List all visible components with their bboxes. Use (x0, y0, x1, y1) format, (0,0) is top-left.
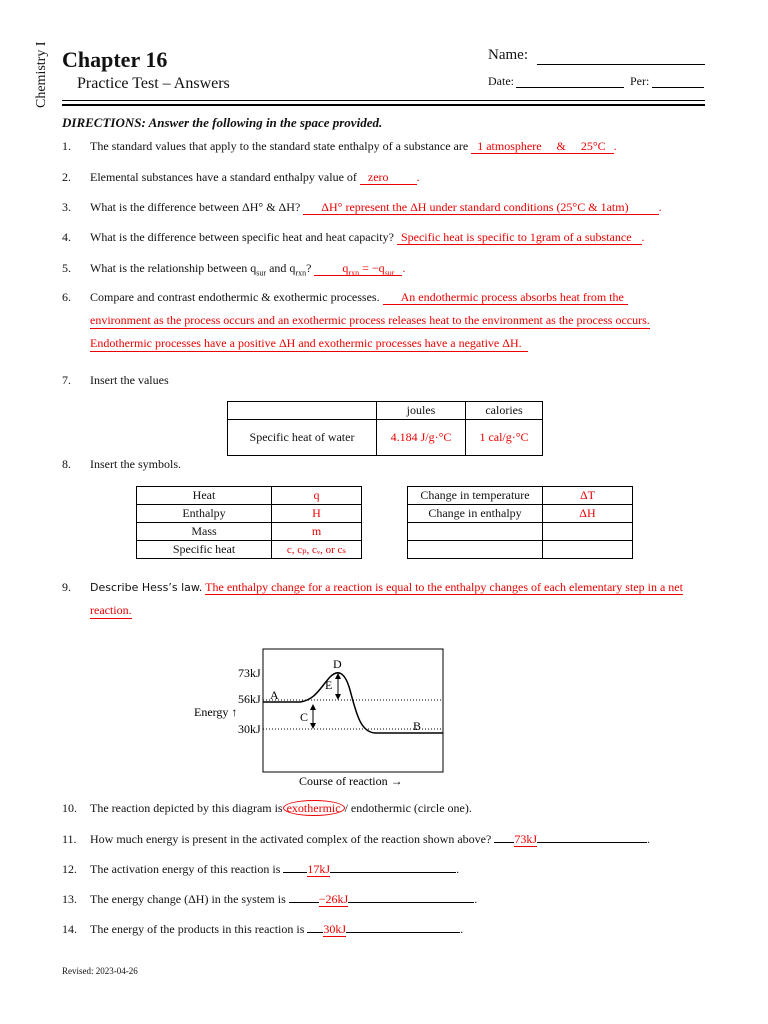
directions: DIRECTIONS: Answer the following in the space provided. (62, 115, 383, 130)
answer-6-line-1[interactable]: An endothermic process absorbs heat from the (383, 290, 628, 305)
period-label: Per: (630, 74, 650, 88)
y-axis-label: Energy ↑ (194, 705, 238, 719)
symbols-table-right: Change in temperature ΔT Change in enthalpy ΔH (407, 486, 633, 559)
page-subtitle: Practice Test – Answers (77, 75, 230, 92)
label-B: B (413, 719, 422, 733)
answer-9-line-2[interactable]: reaction. (90, 603, 132, 617)
answer-6-line-3[interactable]: Endothermic processes have a positive ΔH and exothermic processes have a negative ΔH. (90, 336, 528, 352)
answer-5[interactable]: $q_{rxn} = -q_{sur}$ (314, 261, 402, 276)
name-label: Name: (488, 47, 528, 63)
joules-value[interactable]: 4.184 J/g·°C (377, 420, 466, 456)
side-label: Chemistry I (34, 41, 49, 108)
revision-date: Revised: 2023-04-26 (62, 966, 138, 976)
answer-11[interactable]: 73kJ (514, 832, 537, 846)
specific-heat-table: joules calories Specific heat of water 4.184 J/g·°C 1 cal/g·°C (227, 401, 543, 456)
label-C: C (300, 710, 309, 724)
diagram-frame (263, 649, 443, 772)
answer-4[interactable]: Specific heat is specific to 1gram of a substance (397, 230, 642, 245)
label-D: D (333, 657, 342, 671)
calories-value[interactable]: 1 cal/g·°C (466, 420, 543, 456)
x-axis-label: Course of reaction → (299, 774, 403, 788)
answer-9-line-1[interactable]: The enthalpy change for a reaction is equal to the enthalpy changes of each elementary step in a net (205, 580, 683, 594)
answer-1[interactable]: 1 atmosphere & 25°C (471, 139, 613, 154)
answer-2[interactable]: zero (360, 170, 417, 185)
date-label: Date: (488, 74, 514, 88)
label-A: A (270, 688, 279, 702)
page-title: Chapter 16 (62, 47, 168, 72)
answer-3[interactable]: ΔH° represent the ΔH under standard conditions (25°C & 1atm) (303, 200, 658, 215)
circled-answer[interactable]: exothermic (283, 800, 345, 816)
tick-56kj: 56kJ (238, 692, 261, 706)
tick-30kj: 30kJ (238, 722, 261, 736)
answer-6-line-2[interactable]: environment as the process occurs and an exothermic process releases heat to the environment as the process occurs. (90, 313, 650, 327)
answer-12[interactable]: 17kJ (307, 862, 331, 876)
symbols-table-left: Heat q Enthalpy H Mass m Specific heat c, cₚ, cᵥ, or cₛ (136, 486, 362, 559)
tick-73kj: 73kJ (238, 666, 261, 680)
answer-14[interactable]: 30kJ (323, 922, 347, 936)
answer-13[interactable]: −26kJ (318, 892, 349, 906)
label-E: E (325, 678, 333, 692)
